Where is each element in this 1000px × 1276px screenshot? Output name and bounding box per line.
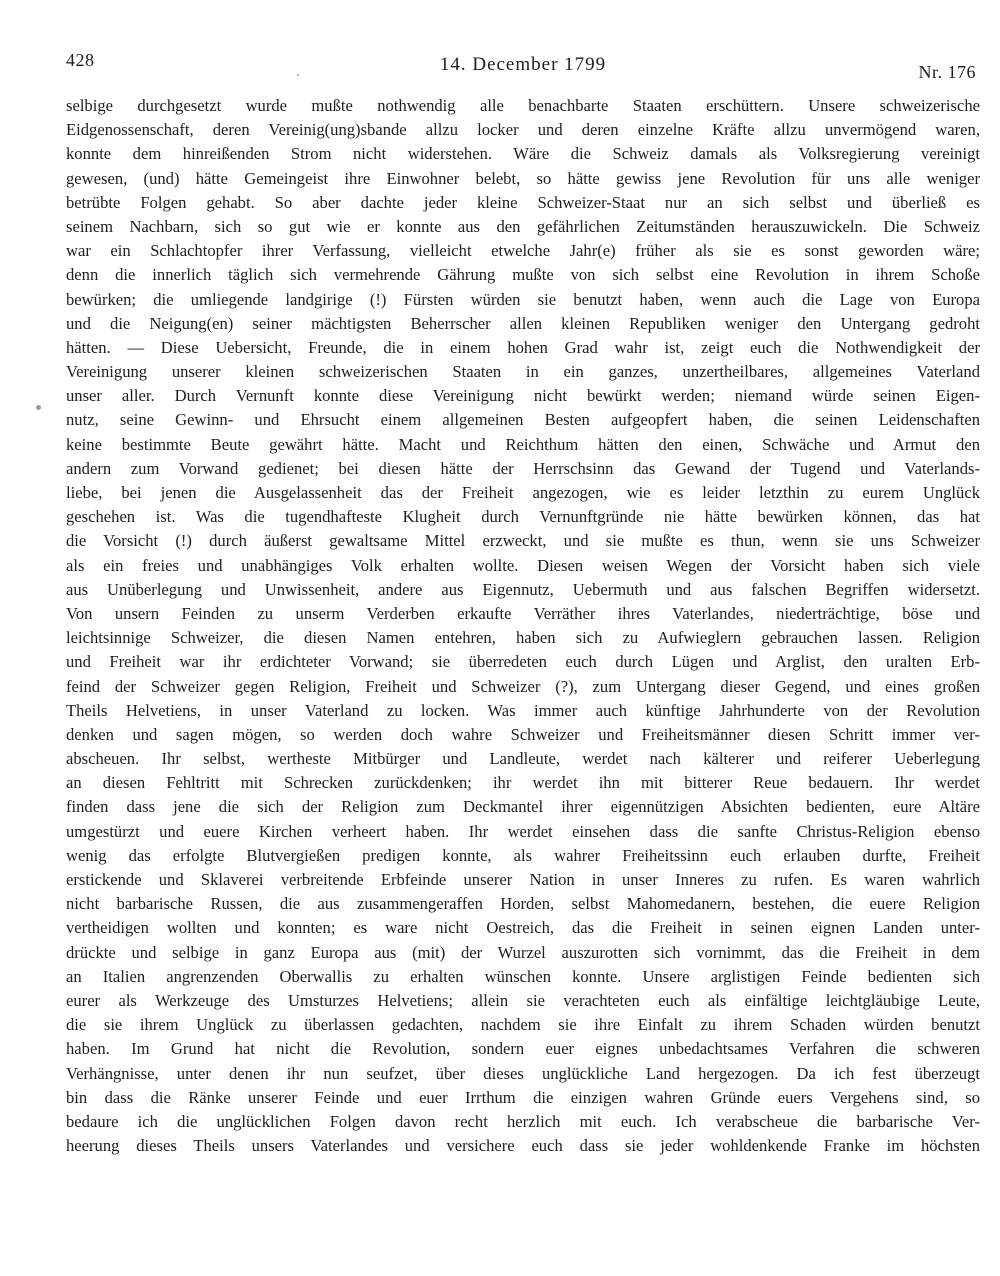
text-line: wenig das erfolgte Blutvergießen predigen konnte, als wahrer Freiheitssinn euch erlauben durfte, Freiheit [66, 845, 980, 865]
text-line: liebe, bei jenen die Ausgelassenheit das der Freiheit angezogen, wie es leider letzthin zu eurem Unglück [66, 483, 980, 502]
text-line: vertheidigen wollten und konnten; es ware nicht Oestreich, das die Freiheit in seinen eignen Landen unter- [66, 918, 980, 938]
text-line: finden dass jene die sich der Religion zum Deckmantel ihrer eigennützigen Absichten bedienten, eure Altäre [66, 797, 980, 817]
text-line: Theils Helvetiens, in unser Vaterland zu locken. Was immer auch künftige Jahrhunderte von der Revolution [66, 700, 980, 720]
text-line: bin dass die Ränke unserer Feinde und euer Irrthum die einzigen wahren Gründe euers Vergehens sind, so [66, 1087, 980, 1107]
text-line: aus Unüberlegung und Unwissenheit, andere aus Eigennutz, Uebermuth und aus falschen Begriffen widersetzt. [66, 579, 980, 599]
text-line: gewesen, (und) hätte Gemeingeist ihre Einwohner belebt, so hätte gewiss jene Revolution für uns alle weniger [66, 168, 980, 188]
text-line: Eidgenossenschaft, deren Vereinig(ung)sbande allzu locker und deren einzelne Kräfte allzu unvermögend waren, [66, 120, 980, 140]
document-date: 14. December 1799 [439, 54, 607, 75]
text-line: geschehen ist. Was die tugendhafteste Klugheit durch Vernunftgründe nie hätte bewürken können, das hat [66, 507, 980, 527]
text-line: bewürken; die umliegende landgirige (!) Fürsten würden sie benutzt haben, wenn auch die Lage von Europa [66, 289, 980, 309]
text-line: Verhängnisse, unter denen ihr nun seufzet, über dieses unglückliche Land hergezogen. Da ich fest überzeugt [66, 1063, 980, 1083]
text-line: die Vorsicht (!) durch äußerst gewaltsame Mittel erzweckt, und sie mußte es thun, wenn sie uns Schweizer [66, 531, 980, 551]
page-header [66, 50, 980, 80]
page-number: 428 [66, 50, 95, 70]
text-line: selbige durchgesetzt wurde mußte nothwendig alle benachbarte Staaten erschüttern. Unsere schweizerische [66, 96, 980, 115]
text-line: an diesen Fehltritt mit Schrecken zurückdenken; ihr werdet ihn mit bitterer Reue bedauern. Ihr werdet [66, 773, 980, 793]
text-line: heerung dieses Theils unsers Vaterlandes und versichere euch dass sie jeder wohldenkende Franke im höchsten [66, 1136, 980, 1156]
text-line: Vereinigung unserer kleinen schweizerischen Staaten in ein ganzes, unzertheilbares, allgemeines Vaterland [66, 362, 980, 382]
text-line: Von unsern Feinden zu unserm Verderben erkaufte Verräther ihres Vaterlandes, niederträchtige, böse und [66, 603, 980, 623]
text-line: denn die innerlich täglich sich vermehrende Gährung mußte von sich selbst eine Revolution in ihrem Schoße [66, 265, 980, 285]
text-line: nicht barbarische Russen, die aus zusammengeraffen Horden, selbst Mahomedanern, bestehen, die euere Religion [66, 894, 980, 914]
text-line: und die Neigung(en) seiner mächtigsten Beherrscher allen kleinen Republiken weniger den Untergang gedroht [66, 313, 980, 333]
text-line: umgestürzt und euere Kirchen verheert haben. Ihr werdet einsehen dass die sanfte Christus-Religion ebenso [66, 821, 980, 841]
body-text [66, 94, 980, 1158]
text-line: eurer als Werkzeuge des Umsturzes Helvetiens; allein sie verachteten euch als einfältige leichtgläubige Leute, [66, 990, 980, 1010]
text-line: bedaure ich die unglücklichen Folgen davon recht herzlich mit euch. Ich verabscheue die barbarische Ver- [66, 1111, 980, 1131]
text-line: keine bestimmte Beute gewährt hätte. Macht und Reichthum hätten den einen, Schwäche und Armut den [66, 434, 980, 454]
text-line: nutz, seine Gewinn- und Ehrsucht einem allgemeinen Besten aufgeopfert haben, die seinen Leidenschaften [66, 410, 980, 430]
text-line: betrübte Folgen gehabt. So aber dachte jeder kleine Schweizer-Staat nur an sich selbst und überließ es [66, 192, 980, 212]
text-line: unser aller. Durch Vernunft konnte diese Vereinigung nicht bewürkt werden; niemand würde seinen Eigen- [66, 386, 980, 406]
text-line: hätten. — Diese Uebersicht, Freunde, die in einem hohen Grad wahr ist, zeigt euch die Nothwendigkeit der [66, 337, 980, 357]
text-line: andern zum Vorwand gedienet; bei diesen hätte der Herrschsinn das Gewand der Tugend und Vaterlands- [66, 458, 980, 478]
text-line: seinem Nachbarn, sich so gut wie er konnte aus den gefährlichen Zeitumständen herauszuwickeln. Die Schweiz [66, 216, 980, 236]
text-line: haben. Im Grund hat nicht die Revolution, sondern euer eignes unbedachtsames Verfahren die schweren [66, 1039, 980, 1059]
text-line: feind der Schweizer gegen Religion, Freiheit und Schweizer (?), zum Untergang dieser Gegend, und eines großen [66, 676, 980, 696]
text-line: abscheuen. Ihr selbst, wertheste Mitbürger und Landleute, werdet nach kälterer und reiferer Ueberlegung [66, 749, 980, 769]
text-line: drückte und selbige in ganz Europa aus (mit) der Wurzel auszurotten sich vornimmt, das die Freiheit in dem [66, 942, 980, 962]
text-line: an Italien angrenzenden Oberwallis zu erhalten wünschen konnte. Unsere arglistigen Feinde bedienten sich [66, 966, 980, 986]
margin-mark [36, 405, 41, 410]
text-line: war ein Schlachtopfer ihrer Verfassung, vielleicht etwelche Jahr(e) früher als sie es sonst geworden wäre; [66, 241, 980, 261]
text-line: leichtsinnige Schweizer, die diesen Namen entehren, haben sich zu Aufwieglern gebrauchen lassen. Religion [66, 628, 980, 648]
text-line: erstickende und Sklaverei verbreitende Erbfeinde unserer Nation in unser Inneres zu rufen. Es waren wahrlich [66, 870, 980, 889]
text-line: konnte dem hinreißenden Strom nicht widerstehen. Wäre die Schweiz damals als Volksregierung vereinigt [66, 144, 980, 164]
text-line: denken und sagen mögen, so werden doch wahre Schweizer und Freiheitsmänner diesen Schritt immer ver- [66, 724, 980, 744]
text-line: als ein freies und unabhängiges Volk erhalten wollte. Diesen weisen Wegen der Vorsicht haben sich viele [66, 555, 980, 575]
text-line: die sie ihrem Unglück zu überlassen gedachten, nachdem sie ihre Einfalt zu ihrem Schaden würden benutzt [66, 1015, 980, 1035]
text-line: und Freiheit war ihr erdichteter Vorwand; sie überredeten euch durch Lügen und Arglist, den uralten Erb- [66, 652, 980, 672]
document-number: Nr. 176 [918, 62, 976, 82]
